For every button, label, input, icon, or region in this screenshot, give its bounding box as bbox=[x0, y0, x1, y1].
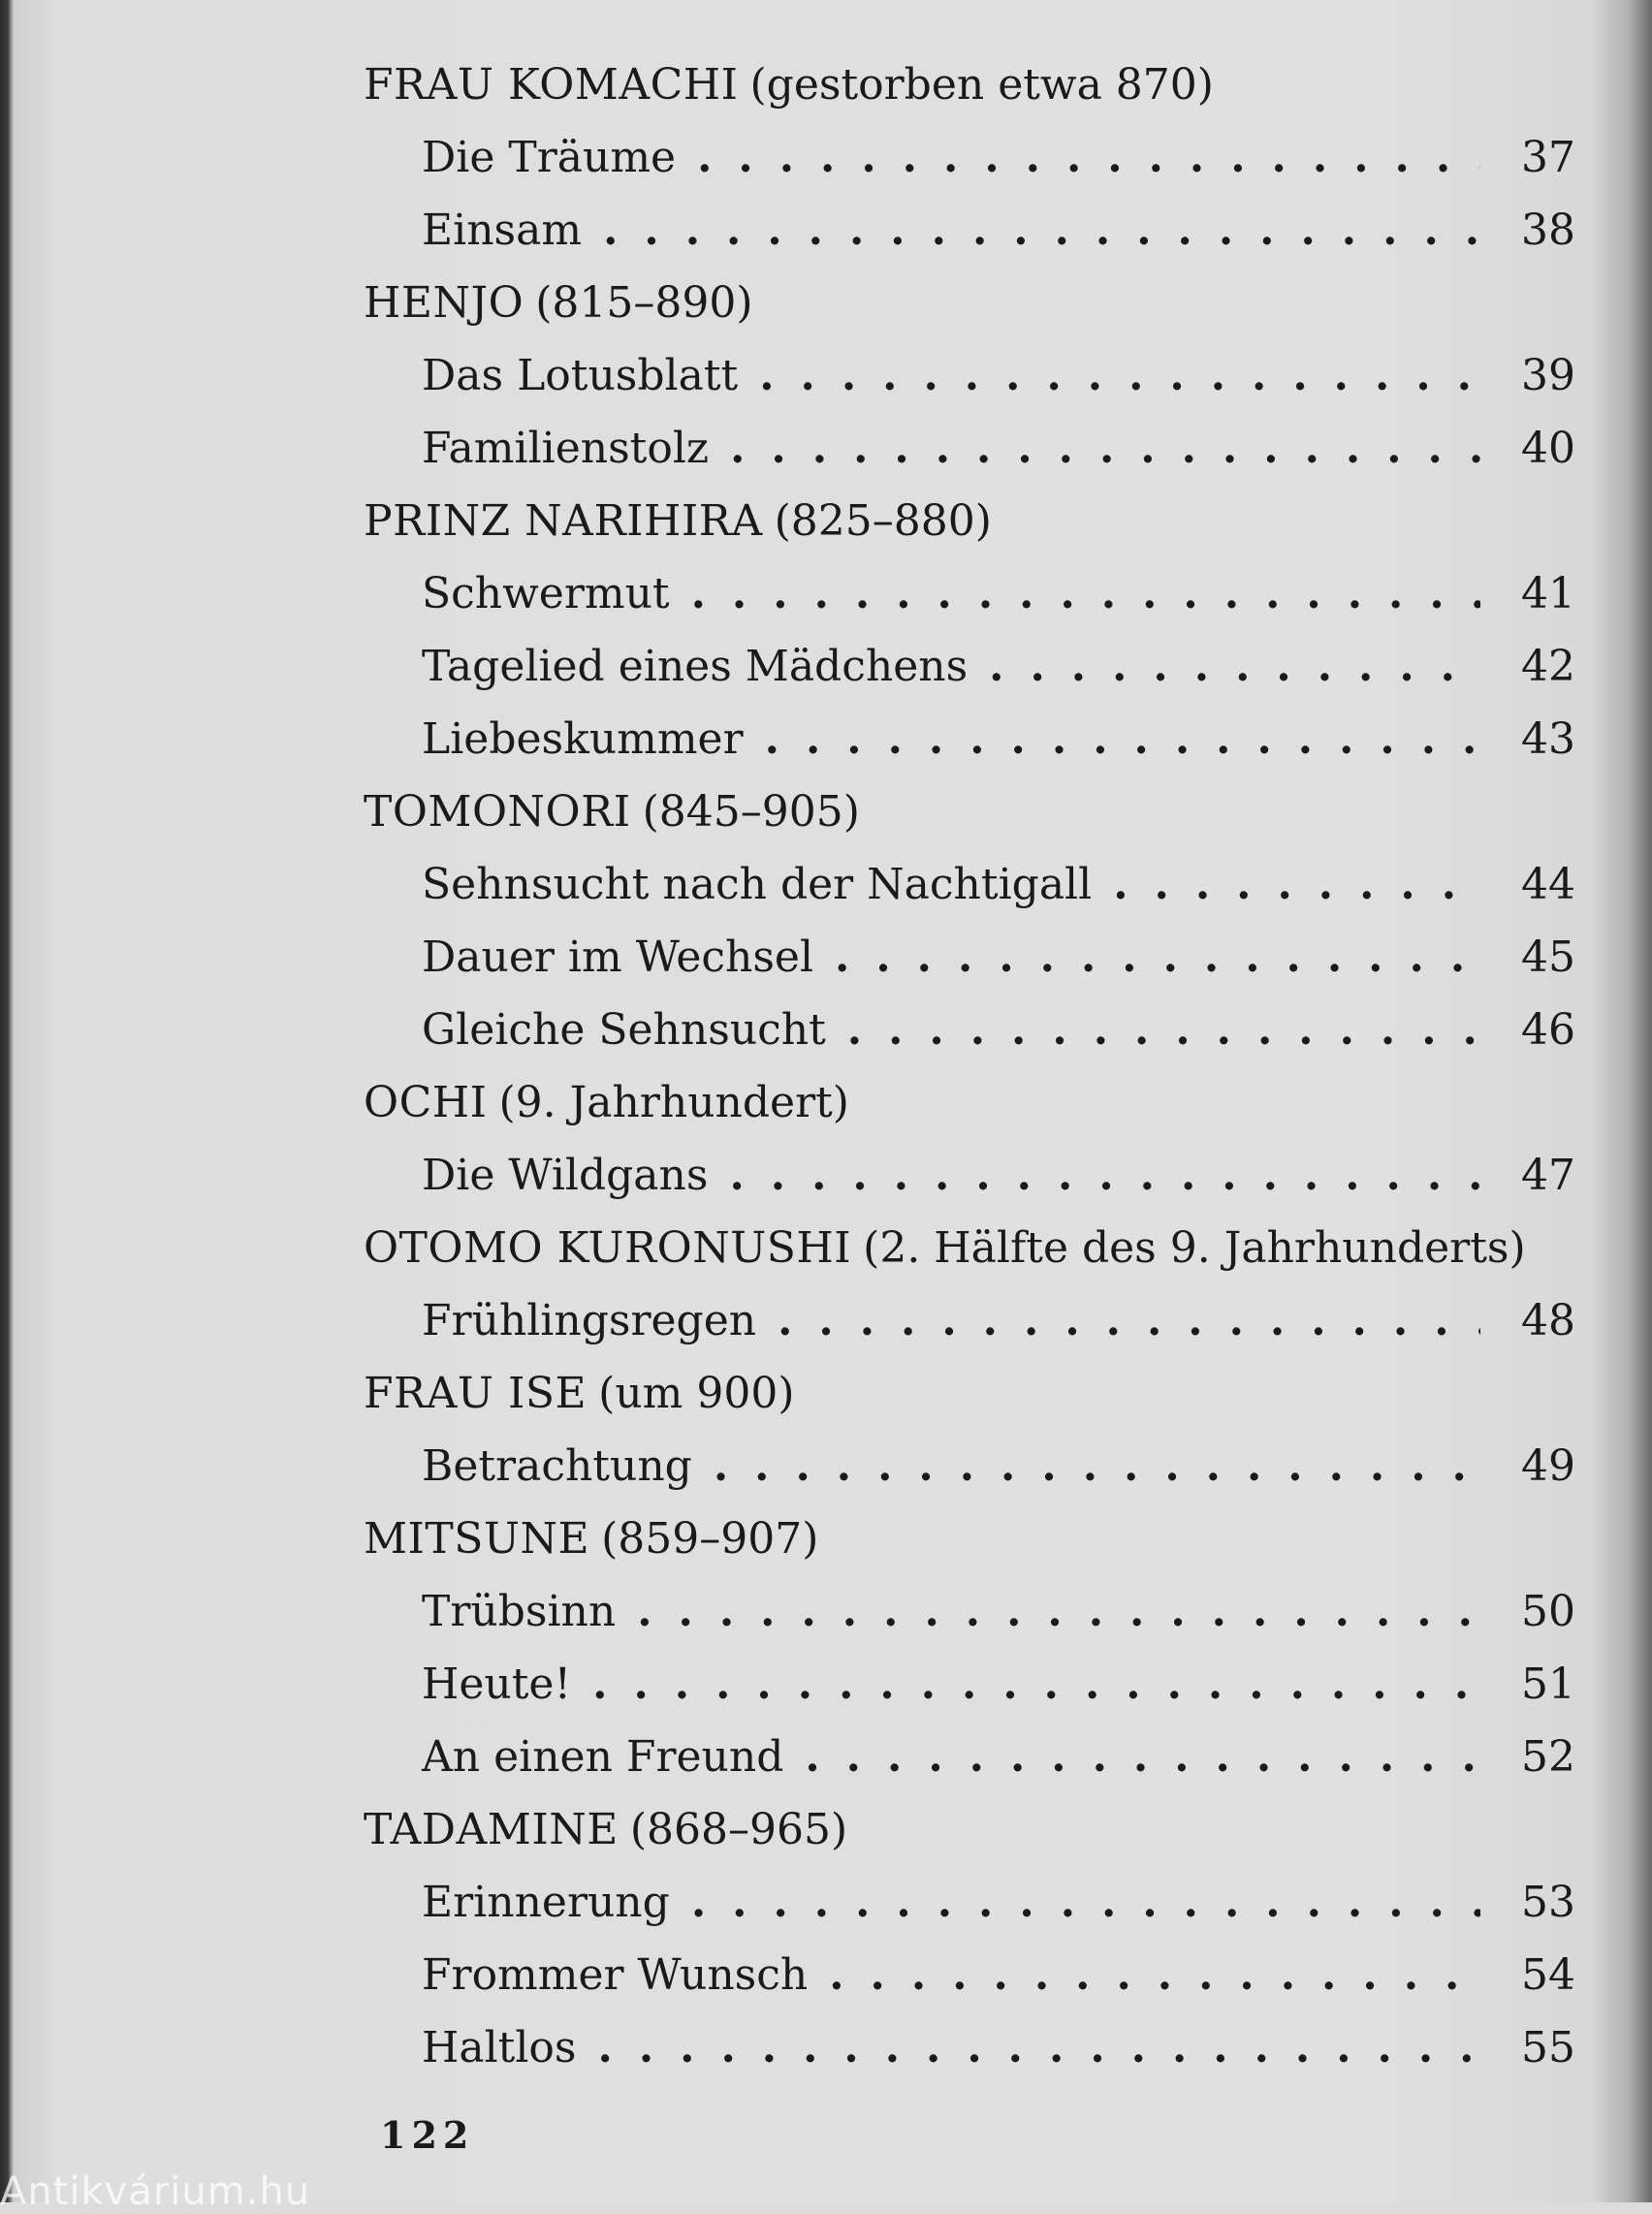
dot-leader bbox=[691, 557, 1480, 630]
entry-page-number: 47 bbox=[1521, 1151, 1575, 1200]
entry-page-number: 52 bbox=[1521, 1732, 1575, 1782]
poem-title: Sehnsucht nach der Nachtigall bbox=[422, 860, 1093, 909]
poem-title: Tagelied eines Mädchens bbox=[422, 642, 969, 691]
poem-title: Die Wildgans bbox=[422, 1151, 709, 1200]
poem-title: Haltlos bbox=[422, 2023, 577, 2072]
poem-title: An einen Freund bbox=[422, 1732, 784, 1782]
toc-section bbox=[364, 1066, 1575, 1212]
author-name: FRAU ISE bbox=[364, 1369, 588, 1418]
poem-title: Gleiche Sehnsucht bbox=[422, 1005, 826, 1055]
dot-leader bbox=[765, 703, 1480, 775]
poem-title: Trübsinn bbox=[422, 1587, 617, 1636]
poem-title: Familienstolz bbox=[422, 424, 710, 473]
author-heading bbox=[364, 1502, 1575, 1575]
poem-title: Dauer im Wechsel bbox=[422, 933, 814, 982]
poem-title: Frühlingsregen bbox=[422, 1296, 757, 1345]
toc-section bbox=[364, 485, 1575, 775]
dot-leader bbox=[847, 994, 1480, 1066]
poem-title: Einsam bbox=[422, 206, 583, 255]
toc-section bbox=[364, 267, 1575, 485]
dot-leader bbox=[691, 1866, 1480, 1939]
entry-page-number: 42 bbox=[1521, 642, 1575, 691]
poem-title: Betrachtung bbox=[422, 1441, 692, 1491]
table-of-contents bbox=[364, 48, 1575, 2084]
author-name: PRINZ NARIHIRA bbox=[364, 496, 763, 546]
entry-page-number: 40 bbox=[1521, 424, 1575, 473]
author-name: TADAMINE bbox=[364, 1805, 619, 1854]
entry-page-number: 46 bbox=[1521, 1005, 1575, 1055]
toc-entry bbox=[364, 1866, 1575, 1939]
watermark: Antikvárium.hu bbox=[0, 2169, 311, 2214]
dot-leader bbox=[835, 921, 1480, 994]
toc-entry bbox=[364, 1430, 1575, 1502]
dot-leader bbox=[714, 1430, 1480, 1502]
toc-entry bbox=[364, 703, 1575, 775]
author-name: MITSUNE bbox=[364, 1514, 590, 1564]
toc-entry bbox=[364, 121, 1575, 194]
toc-section bbox=[364, 1502, 1575, 1793]
toc-entry bbox=[364, 1939, 1575, 2011]
author-dates: (um 900) bbox=[598, 1369, 795, 1418]
entry-page-number: 38 bbox=[1521, 206, 1575, 255]
toc-entry bbox=[364, 1139, 1575, 1212]
dot-leader bbox=[829, 1939, 1480, 2011]
author-heading bbox=[364, 1793, 1575, 1866]
entry-page-number: 43 bbox=[1521, 714, 1575, 764]
toc-entry bbox=[364, 2011, 1575, 2084]
dot-leader bbox=[989, 630, 1480, 703]
poem-title: Frommer Wunsch bbox=[422, 1950, 809, 2000]
toc-entry bbox=[364, 1284, 1575, 1357]
entry-page-number: 50 bbox=[1521, 1587, 1575, 1636]
dot-leader bbox=[805, 1721, 1480, 1793]
toc-entry bbox=[364, 339, 1575, 412]
poem-title: Die Träume bbox=[422, 133, 677, 182]
toc-entry bbox=[364, 630, 1575, 703]
dot-leader bbox=[729, 1139, 1480, 1212]
toc-entry bbox=[364, 412, 1575, 485]
dot-leader bbox=[730, 412, 1480, 485]
author-dates: (815–890) bbox=[535, 278, 753, 328]
toc-entry bbox=[364, 1721, 1575, 1793]
author-dates: (845–905) bbox=[642, 787, 860, 837]
author-dates: (gestorben etwa 870) bbox=[749, 60, 1214, 110]
author-heading bbox=[364, 485, 1575, 557]
toc-section bbox=[364, 48, 1575, 267]
author-name: HENJO bbox=[364, 278, 524, 328]
entry-page-number: 54 bbox=[1521, 1950, 1575, 2000]
poem-title: Das Lotusblatt bbox=[422, 351, 739, 400]
author-dates: (2. Hälfte des 9. Jahrhunderts) bbox=[863, 1223, 1526, 1273]
author-name: TOMONORI bbox=[364, 787, 631, 837]
toc-section bbox=[364, 1357, 1575, 1502]
author-name: OTOMO KURONUSHI bbox=[364, 1223, 852, 1273]
entry-page-number: 48 bbox=[1521, 1296, 1575, 1345]
author-heading bbox=[364, 775, 1575, 848]
toc-entry bbox=[364, 994, 1575, 1066]
toc-entry bbox=[364, 194, 1575, 267]
toc-entry bbox=[364, 557, 1575, 630]
author-heading bbox=[364, 1357, 1575, 1430]
author-dates: (868–965) bbox=[629, 1805, 848, 1854]
dot-leader bbox=[592, 1648, 1480, 1721]
author-name: OCHI bbox=[364, 1078, 488, 1127]
entry-page-number: 45 bbox=[1521, 933, 1575, 982]
author-dates: (859–907) bbox=[601, 1514, 819, 1564]
dot-leader bbox=[603, 194, 1480, 267]
toc-entry bbox=[364, 1575, 1575, 1648]
entry-page-number: 41 bbox=[1521, 569, 1575, 618]
author-dates: (9. Jahrhundert) bbox=[498, 1078, 849, 1127]
entry-page-number: 51 bbox=[1521, 1660, 1575, 1709]
entry-page-number: 39 bbox=[1521, 351, 1575, 400]
entry-page-number: 37 bbox=[1521, 133, 1575, 182]
author-heading bbox=[364, 1066, 1575, 1139]
dot-leader bbox=[1113, 848, 1480, 921]
toc-entry bbox=[364, 848, 1575, 921]
dot-leader bbox=[598, 2011, 1481, 2084]
page-number: 122 bbox=[380, 2113, 475, 2157]
poem-title: Heute! bbox=[422, 1660, 572, 1709]
author-heading bbox=[364, 48, 1575, 121]
toc-section bbox=[364, 1793, 1575, 2084]
poem-title: Erinnerung bbox=[422, 1878, 670, 1927]
author-heading bbox=[364, 1212, 1575, 1284]
author-name: FRAU KOMACHI bbox=[364, 60, 739, 110]
author-heading bbox=[364, 267, 1575, 339]
toc-entry bbox=[364, 1648, 1575, 1721]
dot-leader bbox=[759, 339, 1480, 412]
entry-page-number: 55 bbox=[1521, 2023, 1575, 2072]
entry-page-number: 53 bbox=[1521, 1878, 1575, 1927]
poem-title: Liebeskummer bbox=[422, 714, 744, 764]
entry-page-number: 44 bbox=[1521, 860, 1575, 909]
toc-section bbox=[364, 1212, 1575, 1357]
entry-page-number: 49 bbox=[1521, 1441, 1575, 1491]
poem-title: Schwermut bbox=[422, 569, 670, 618]
dot-leader bbox=[778, 1284, 1480, 1357]
author-dates: (825–880) bbox=[774, 496, 992, 546]
toc-entry bbox=[364, 921, 1575, 994]
dot-leader bbox=[697, 121, 1480, 194]
toc-section bbox=[364, 775, 1575, 1066]
dot-leader bbox=[637, 1575, 1480, 1648]
